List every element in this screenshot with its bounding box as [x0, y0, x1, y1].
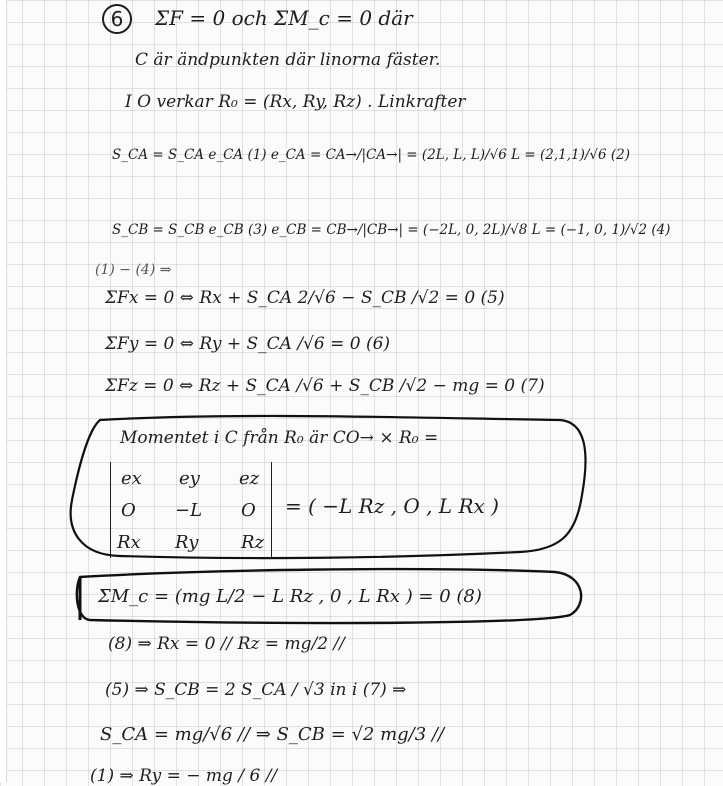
result-sca-scb: S_CA = mg/√6 // ⇒ S_CB = √2 mg/3 // — [100, 724, 445, 745]
equation-3-4: S_CB = S_CB e_CB (3) e_CB = CB→/|CB→| = (−2L, 0, 2L)/√8 L = (−1, 0, 1)/√2 (4) — [112, 222, 671, 238]
moment-equation-8: ΣM_c = (mg L/2 − L Rz , 0 , L Rx ) = 0 (8) — [98, 586, 482, 607]
result-rx-rz: (8) ⇒ Rx = 0 // Rz = mg/2 // — [108, 634, 345, 654]
equation-7: ΣFz = 0 ⇔ Rz + S_CA /√6 + S_CB /√2 − mg = 0 (7) — [105, 376, 545, 396]
equation-5: ΣFx = 0 ⇔ Rx + S_CA 2/√6 − S_CB /√2 = 0 (5) — [105, 288, 505, 308]
det-r2c3: O — [241, 500, 256, 521]
det-r1c2: ey — [179, 468, 200, 489]
det-r3c2: Ry — [175, 532, 199, 553]
determinant-result: = ( −L Rz , O , L Rx ) — [285, 494, 499, 518]
det-r1c1: ex — [121, 468, 142, 489]
result-ry: (1) ⇒ Ry = − mg / 6 // — [90, 766, 278, 786]
combine-line: (1) − (4) ⇒ — [95, 262, 172, 278]
moment-heading: Momentet i C från R₀ är CO→ × R₀ = — [120, 428, 439, 448]
det-r1c3: ez — [239, 468, 260, 489]
det-r2c1: O — [121, 500, 136, 521]
equation-1-2: S_CA = S_CA e_CA (1) e_CA = CA→/|CA→| = (2L, L, L)/√6 L = (2,1,1)/√6 (2) — [112, 147, 631, 163]
equilibrium-line: ΣF = 0 och ΣM_c = 0 där — [155, 6, 413, 30]
det-r2c2: −L — [175, 500, 203, 521]
problem-number-text: 6 — [110, 7, 124, 31]
moment-box-outline — [71, 416, 586, 558]
equation-6: ΣFy = 0 ⇔ Ry + S_CA /√6 = 0 (6) — [105, 334, 391, 354]
det-r3c1: Rx — [117, 532, 141, 553]
reaction-force-line: I O verkar R₀ = (Rx, Ry, Rz) . Linkrafter — [125, 92, 466, 112]
equation-8-box-outline — [77, 569, 581, 623]
result-scb-relation: (5) ⇒ S_CB = 2 S_CA / √3 in i (7) ⇒ — [105, 680, 407, 700]
point-c-line: C är ändpunkten där linorna fäster. — [135, 50, 441, 70]
det-r3c3: Rz — [241, 532, 265, 553]
